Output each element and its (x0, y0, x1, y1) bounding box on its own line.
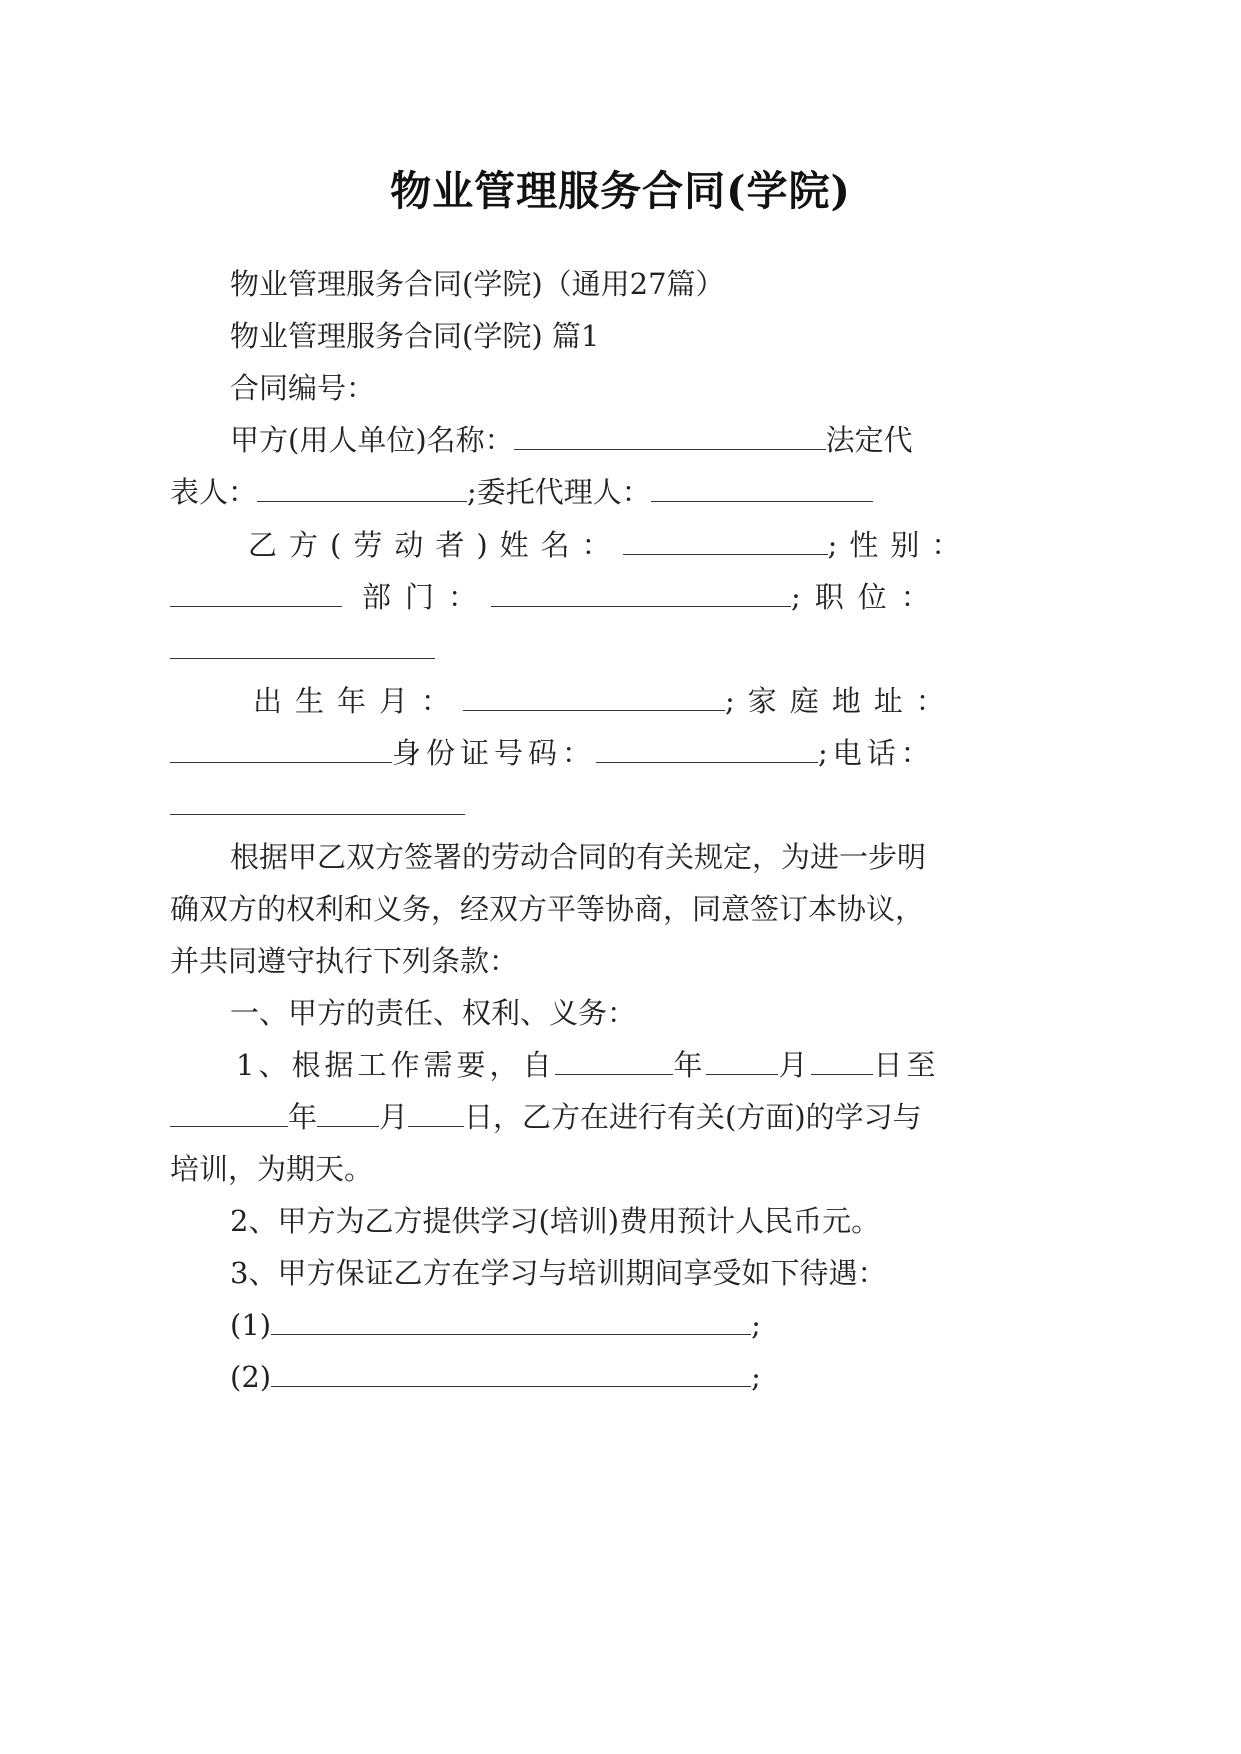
position-label: ;职位： (791, 580, 944, 614)
item-1-line-3: 培训，为期天。 (170, 1152, 374, 1186)
department-label: 部门： (362, 580, 492, 614)
end-month-label: 月 (379, 1100, 409, 1134)
legal-rep-line (170, 473, 873, 511)
item-1-line-2 (170, 1098, 922, 1136)
birth-line (253, 682, 958, 720)
end-day-label: 日，乙方在进行有关(方面)的学习与 (464, 1100, 922, 1134)
agent-blank (651, 475, 873, 502)
start-year-blank (555, 1048, 673, 1075)
clause-1-heading: 一、甲方的责任、权利、义务： (230, 996, 637, 1030)
party-a-name-blank (514, 423, 826, 450)
document-subtitle: 物业管理服务合同(学院)（通用27篇） (230, 267, 725, 301)
agent-label: ;委托代理人： (467, 475, 651, 509)
contract-number-label: 合同编号： (230, 371, 376, 405)
start-month-blank (706, 1048, 778, 1075)
department-line (170, 578, 944, 616)
department-blank (491, 580, 791, 607)
end-year-blank (170, 1100, 288, 1127)
item-1-line-1 (236, 1046, 940, 1084)
start-day-label: 日至 (873, 1048, 940, 1082)
item-3: 3、甲方保证乙方在学习与培训期间享受如下待遇： (230, 1256, 887, 1290)
legal-rep-label-start: 法定代 (825, 423, 913, 457)
id-label: 身份证号码： (392, 736, 597, 770)
start-year-label: 年 (673, 1048, 707, 1082)
id-line (170, 734, 935, 772)
intro-paragraph-line-1: 根据甲乙双方签署的劳动合同的有关规定，为进一步明 (230, 840, 927, 874)
party-b-name-blank (623, 528, 828, 555)
party-b-label: 乙方(劳动者)姓名： (248, 528, 623, 562)
phone-blank (170, 788, 465, 815)
sub-item-1-blank (271, 1308, 751, 1335)
intro-paragraph-line-2: 确双方的权利和义务，经双方平等协商，同意签订本协议， (170, 892, 925, 926)
party-b-line (248, 526, 972, 564)
address-blank (170, 736, 392, 763)
gender-label: ;性别： (827, 528, 973, 562)
phone-label: ;电话： (818, 736, 935, 770)
sub-item-1-semicolon: ; (751, 1308, 761, 1342)
section-heading: 物业管理服务合同(学院) 篇1 (230, 319, 600, 353)
sub-item-1 (230, 1306, 761, 1344)
item-2: 2、甲方为乙方提供学习(培训)费用预计人民币元。 (230, 1204, 881, 1238)
item-1-prefix: 1、根据工作需要，自 (236, 1048, 556, 1082)
party-a-name-label: 甲方(用人单位)名称： (230, 423, 514, 457)
sub-item-2-semicolon: ; (751, 1360, 761, 1394)
position-blank-line (170, 630, 435, 668)
document-title: 物业管理服务合同(学院) (390, 167, 851, 215)
legal-rep-label-end: 表人： (170, 475, 258, 509)
phone-blank-line (170, 786, 465, 824)
birth-blank (463, 684, 725, 711)
intro-paragraph-line-3: 并共同遵守执行下列条款： (170, 944, 519, 978)
party-a-line (230, 421, 913, 459)
sub-item-2-label: (2) (230, 1360, 272, 1394)
end-month-blank (317, 1100, 379, 1127)
legal-rep-blank (257, 475, 467, 502)
position-blank (170, 632, 435, 659)
start-day-blank (811, 1048, 873, 1075)
sub-item-2 (230, 1358, 761, 1396)
birth-label: 出生年月： (253, 684, 464, 718)
end-day-blank (408, 1100, 464, 1127)
end-year-label: 年 (288, 1100, 318, 1134)
sub-item-2-blank (271, 1360, 751, 1387)
sub-item-1-label: (1) (230, 1308, 272, 1342)
gender-blank (170, 580, 342, 607)
address-label: ;家庭地址： (725, 684, 958, 718)
start-month-label: 月 (778, 1048, 812, 1082)
id-blank (596, 736, 818, 763)
